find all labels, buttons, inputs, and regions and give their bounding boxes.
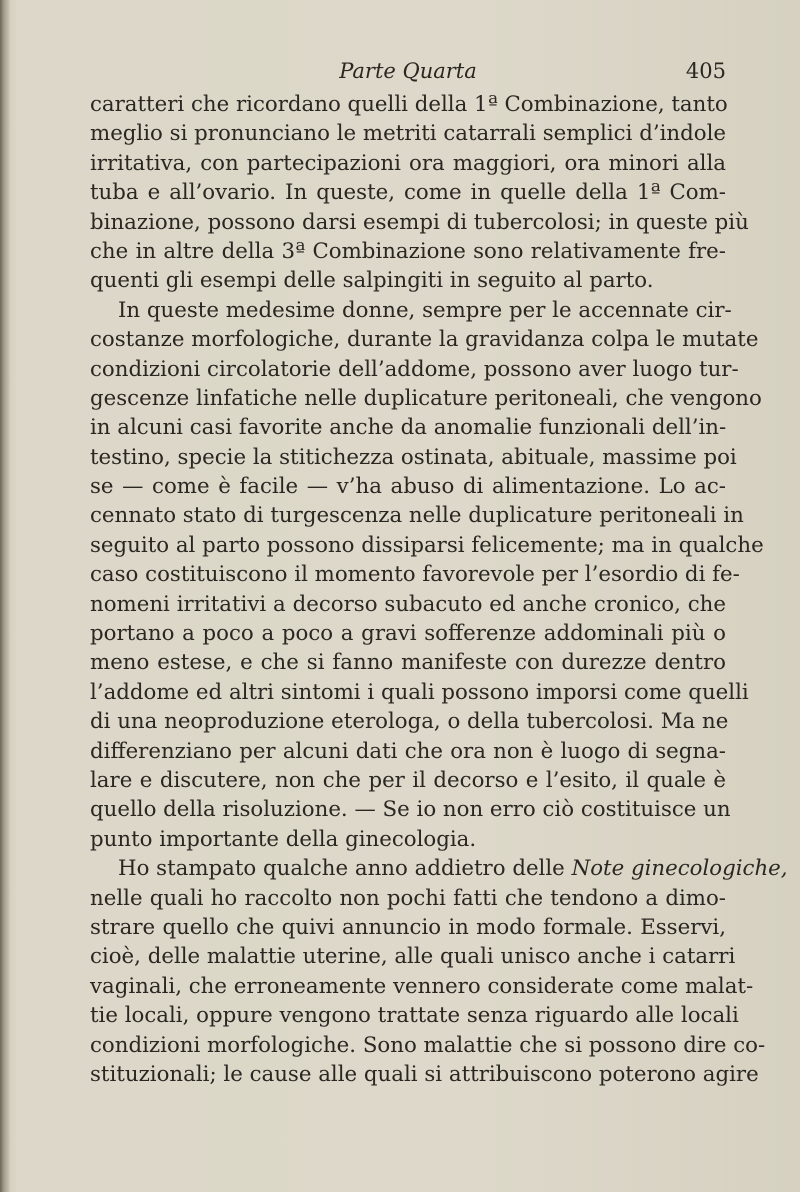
- text-line: costanze morfologiche, durante la gravidanza colpa le mutate: [90, 327, 759, 353]
- text-line: condizioni circolatorie dell’addome, possono aver luogo tur-: [90, 356, 739, 382]
- text-line: di una neoproduzione eterologa, o della tubercolosi. Ma ne: [90, 709, 729, 735]
- text-line: quenti gli esempi delle salpingiti in seguito al parto.: [90, 268, 654, 294]
- text-line: in alcuni casi favorite anche da anomalie funzionali dell’in-: [90, 415, 727, 441]
- text-line: testino, specie la stitichezza ostinata, abituale, massime poi: [90, 444, 737, 470]
- text-line: che in altre della 3ª Combinazione sono relativamente fre-: [90, 238, 726, 264]
- text-line: tie locali, oppure vengono trattate senza riguardo alle locali: [90, 1003, 739, 1029]
- text-line: meno estese, e che si fanno manifeste con durezze dentro: [90, 650, 726, 676]
- text-line: caratteri che ricordano quelli della 1ª Combinazione, tanto: [90, 92, 728, 117]
- paragraph-start-line: In queste medesime donne, sempre per le accennate cir-: [118, 297, 732, 323]
- paragraph-start-line: [90, 854, 788, 883]
- text-line: tuba e all’ovario. In queste, come in quelle della 1ª Com-: [90, 180, 726, 206]
- text-line: cioè, delle malattie uterine, alle quali unisco anche i catarri: [90, 944, 736, 970]
- text-line: irritativa, con partecipazioni ora maggiori, ora minori alla: [90, 150, 726, 176]
- text-line: stituzionali; le cause alle quali si attribuiscono poterono agire: [90, 1061, 759, 1087]
- text-line: cennato stato di turgescenza nelle duplicature peritoneali in: [90, 503, 744, 529]
- text-line: lare e discutere, non che per il decorso e l’esito, il quale è: [90, 767, 726, 793]
- running-title: Parte Quarta: [339, 59, 477, 83]
- running-head: [90, 56, 726, 86]
- text-line: strare quello che quivi annuncio in modo formale. Esservi,: [90, 914, 726, 940]
- page-number: 405: [685, 59, 726, 83]
- text-line: nelle quali ho raccolto non pochi fatti che tendono a dimo-: [90, 885, 726, 911]
- binding-edge: [0, 0, 10, 1192]
- body-text: [90, 90, 788, 1089]
- text-line: gescenze linfatiche nelle duplicature peritoneali, che vengono: [90, 385, 762, 411]
- text-line: vaginali, che erroneamente vennero considerate come malat-: [90, 973, 754, 999]
- text-line: binazione, possono darsi esempi di tubercolosi; in queste più: [90, 209, 749, 235]
- text-line: portano a poco a poco a gravi sofferenze addominali più o: [90, 621, 726, 647]
- text-line: seguito al parto possono dissiparsi felicemente; ma in qualche: [90, 532, 764, 558]
- text-line: meglio si pronunciano le metriti catarrali semplici d’indole: [90, 121, 726, 147]
- text-line: l’addome ed altri sintomi i quali possono imporsi come quelli: [90, 679, 749, 705]
- italic-title: Note ginecologiche,: [571, 856, 788, 882]
- text-line: nomeni irritativi a decorso subacuto ed anche cronico, che: [90, 591, 726, 617]
- text-line: caso costituiscono il momento favorevole per l’esordio di fe-: [90, 562, 740, 588]
- text-line: differenziano per alcuni dati che ora non è luogo di segna-: [90, 738, 726, 764]
- line-text: Ho stampato qualche anno addietro delle: [118, 856, 572, 882]
- text-line: quello della risoluzione. — Se io non erro ciò costituisce un: [90, 797, 731, 823]
- text-line: condizioni morfologiche. Sono malattie che si possono dire co-: [90, 1032, 766, 1058]
- text-line: punto importante della ginecologia.: [90, 826, 477, 852]
- text-line: se — come è facile — v’ha abuso di alimentazione. Lo ac-: [90, 474, 726, 500]
